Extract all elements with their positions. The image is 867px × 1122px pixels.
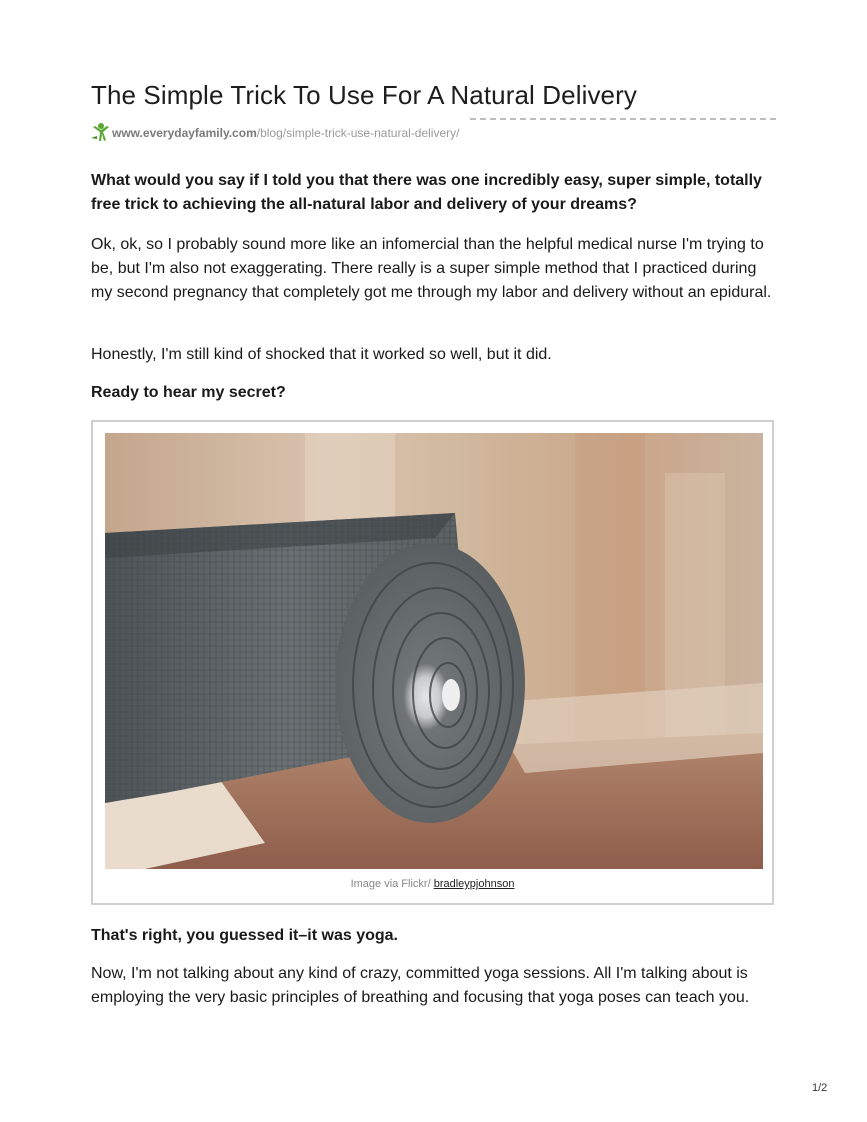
header-divider bbox=[470, 118, 776, 120]
yoga-mat-image bbox=[105, 433, 763, 869]
caption-author-link[interactable]: bradleypjohnson bbox=[433, 878, 515, 890]
source-url-row bbox=[91, 122, 776, 144]
image-caption bbox=[93, 878, 772, 890]
yoga-mat-photo bbox=[105, 433, 763, 869]
everydayfamily-logo-icon bbox=[91, 122, 111, 142]
intro-paragraph: What would you say if I told you that there was one incredibly easy, super simple, totally free trick to achieving the all-natural labor and delivery of your dreams? bbox=[91, 172, 762, 213]
paragraph-3: Now, I'm not talking about any kind of crazy, committed yoga sessions. All I'm talking about is employing the very basic principles of breathing and focusing that yoga poses can teach you. bbox=[91, 965, 750, 1006]
source-url[interactable] bbox=[112, 126, 459, 140]
ready-heading: Ready to hear my secret? bbox=[91, 384, 286, 401]
paragraph-2: Honestly, I'm still kind of shocked that it worked so well, but it did. bbox=[91, 346, 552, 363]
caption-prefix: Image via Flickr/ bbox=[350, 878, 431, 890]
url-domain: www.everydayfamily.com bbox=[112, 126, 257, 140]
reveal-heading: That's right, you guessed it–it was yoga. bbox=[91, 927, 398, 944]
url-path: /blog/simple-trick-use-natural-delivery/ bbox=[256, 126, 460, 140]
article-figure bbox=[91, 420, 774, 905]
article-title: The Simple Trick To Use For A Natural Delivery bbox=[91, 80, 637, 110]
page-number: 1/2 bbox=[812, 1082, 828, 1094]
paragraph-1: Ok, ok, so I probably sound more like an infomercial than the helpful medical nurse I'm trying to be, but I'm also not exaggerating. There really is a super simple method that I practiced during my second pregnancy that completely got me through my labor and delivery without an epidural. bbox=[91, 236, 772, 301]
